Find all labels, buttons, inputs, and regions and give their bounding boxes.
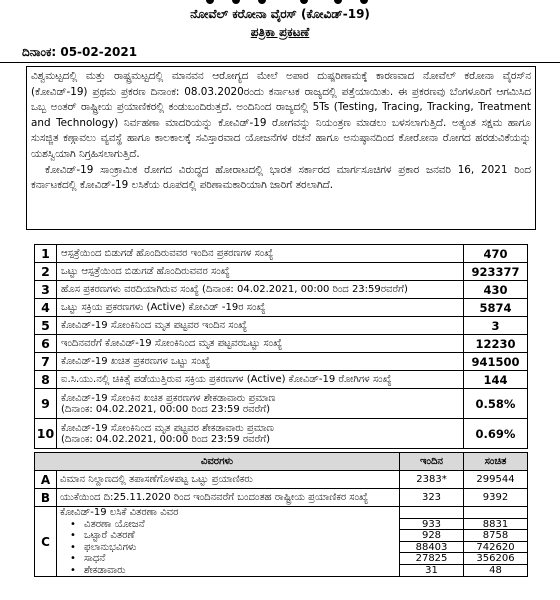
row-number: 2: [35, 263, 57, 281]
details-row-b: [35, 489, 528, 507]
cumulative-value: 48: [489, 564, 502, 576]
today-value: 323: [400, 489, 464, 507]
row-number: 1: [35, 245, 57, 263]
row-description: ಕೋವಿಡ್-19 ಸೋಂಕಿನಿಂದ ಮೃತ ಪಟ್ಟವರ ಇಂದಿನ ಸಂಖ್ಯೆ: [57, 317, 464, 335]
details-row-a: [35, 471, 528, 489]
today-value: 933: [400, 519, 463, 531]
today-value: 928: [400, 530, 463, 542]
row-value: 5874: [464, 299, 528, 317]
details-header-row: [35, 453, 528, 471]
page-header: [0, 6, 560, 40]
vaccination-items-list: [60, 519, 396, 577]
vaccination-details: [57, 507, 400, 577]
stats-row-9: [35, 389, 528, 419]
list-item: • ಶೇಕಡಾವಾರು: [60, 565, 396, 577]
department-title: ನೋವೆಲ್ ಕರೋನಾ ವೈರಸ್ (ಕೋವಿಡ್-19): [190, 7, 370, 21]
row-description-date-range: (ದಿನಾಂಕ: 04.02.2021, 00:00 ರಿಂದ 23:59 ರವರೆಗೆ): [61, 433, 270, 445]
row-description: ಕೋವಿಡ್-19 ಖಚಿತ ಪ್ರಕರಣಗಳ ಒಟ್ಟು ಸಂಖ್ಯೆ: [57, 353, 464, 371]
row-value: 12230: [464, 335, 528, 353]
intro-paragraph-1: ವಿಶ್ವಮಟ್ಟದಲ್ಲಿ ಮತ್ತು ರಾಷ್ಟ್ರಮಟ್ಟದಲ್ಲಿ ಮಾನವನ ಆರೋಗ್ಯದ ಮೇಲೆ ಅಪಾರ ದುಷ್ಪರಿಣಾಮಕ್ಕೆ ಕಾರಣವಾದ ನೋವೆಲ್ ಕರೋನಾ ವೈರಸ್‌ನ (ಕೋವಿಡ್-19) ಪ್ರಥಮ ಪ್ರಕರಣ ದಿನಾಂಕ: 08.03.2020ರಂದು ಕರ್ನಾಟಕ ರಾಜ್ಯದಲ್ಲಿ ಪತ್ತೆಯಾಯಿತು. ಈ ಪ್ರಕರಣವು ಬೆಂಗಳೂರಿಗೆ ಆಗಮಿಸಿದ ಒಬ್ಬ ಅಂತರ್ ರಾಷ್ಟ್ರೀಯ ಪ್ರಯಾಣಿಕರಲ್ಲಿ ಕಂಡುಬಂದಿರುತ್ತದೆ. ಅಂದಿನಿಂದ ರಾಜ್ಯದಲ್ಲಿ 5Ts (Testing, Tracing, Tracking, Treatment and Technology) ನಿರ್ವಹಣಾ ಮಾದರಿಯನ್ನು ಕೋವಿಡ್-19 ರೋಗವನ್ನು ನಿಯಂತ್ರಣ ಮಾಡಲು ಬಳಸಲಾಗುತ್ತಿದೆ. ಅತ್ಯಂತ ಸಕ್ಷಮ ಹಾಗೂ ಸುಸಜ್ಜಿತ ಕಣ್ಗಾವಲು ವ್ಯವಸ್ಥೆ ಹಾಗೂ ಕಾಲಕಾಲಕ್ಕೆ ಸವಿಸ್ತಾರವಾದ ಯೋಜನೆಗಳ ರಚನೆ ಹಾಗೂ ಅನುಷ್ಠಾನದಿಂದ ಕೋರೋನಾ ರೋಗದ ಹರಡುವಿಕೆಯನ್ನು ಯಶಸ್ವಿಯಾಗಿ ನಿಗ್ರಹಿಸಲಾಗುತ್ತಿದೆ.: [31, 70, 531, 160]
cumulative-value: 356206: [464, 553, 527, 565]
stats-row-1: [35, 245, 528, 263]
row-value: 0.69%: [464, 419, 528, 449]
row-description: ವಿಮಾನ ನಿಲ್ದಾಣದಲ್ಲಿ ತಪಾಸಣೆಗೊಳಪಟ್ಟ ಒಟ್ಟು ಪ್ರಯಾಣಿಕರು: [57, 471, 400, 489]
stats-row-3: [35, 281, 528, 299]
row-value: 430: [464, 281, 528, 299]
intro-paragraph-2: ಕೋವಿಡ್-19 ಸಾಂಕ್ರಾಮಿಕ ರೋಗದ ವಿರುದ್ಧದ ಹೋರಾಟದಲ್ಲಿ ಭಾರತ ಸರ್ಕಾರದ ಮಾರ್ಗಸೂಚಿಗಳ ಪ್ರಕಾರ ಜನವರಿ 16, 2021 ರಿಂದ ಕರ್ನಾಟಕದಲ್ಲಿ ಕೋವಿಡ್-19 ಲಸಿಕೆಯ ರೂಪದಲ್ಲಿ ಪರಿಣಾಮಕಾರಿಯಾಗಿ ಜಾರಿಗೆ ತರಲಾಗಿದೆ.: [31, 163, 531, 192]
cumulative-value: 9392: [464, 489, 528, 507]
row-description-main: ಕೋವಿಡ್-19 ಸೋಂಕಿನಿಂದ ಮೃತ ಪಟ್ಟವರ ಶೇಕಡಾವಾರು ಪ್ರಮಾಣ: [61, 422, 274, 434]
list-item: • ಒಟ್ಟಾರೆ ವಿತರಣೆ: [60, 530, 396, 542]
header-divider: [0, 62, 560, 63]
release-date: ದಿನಾಂಕ: 05-02-2021: [22, 45, 138, 59]
row-value: 941500: [464, 353, 528, 371]
row-description: ಆಸ್ಪತ್ರೆಯಿಂದ ಬಿಡುಗಡೆ ಹೊಂದಿರುವವರ ಇಂದಿನ ಪ್ರಕರಣಗಳ ಸಂಖ್ಯೆ: [57, 245, 464, 263]
row-number: 9: [35, 389, 57, 419]
today-value: 2383*: [400, 471, 464, 489]
list-item: • ಸಾಧನೆ: [60, 553, 396, 565]
intro-box: [26, 66, 536, 230]
row-description: [57, 389, 464, 419]
row-value: 923377: [464, 263, 528, 281]
row-value: 144: [464, 371, 528, 389]
row-number: 8: [35, 371, 57, 389]
row-description-main: ಕೋವಿಡ್-19 ಸೋಂಕಿನ ಖಚಿತ ಪ್ರಕರಣಗಳ ಶೇಕಡಾವಾರು ಪ್ರಮಾಣ: [61, 392, 276, 404]
row-letter: B: [35, 489, 57, 507]
row-value: 470: [464, 245, 528, 263]
cumulative-value: 8831: [464, 519, 527, 531]
cumulative-value: 299544: [464, 471, 528, 489]
stats-row-2: [35, 263, 528, 281]
row-number: 4: [35, 299, 57, 317]
stats-row-5: [35, 317, 528, 335]
row-description: ಇಂದಿನವರೆಗೆ ಕೋವಿಡ್-19 ಸೋಂಕಿನಿಂದ ಮೃತ ಪಟ್ಟವರಒಟ್ಟು ಸಂಖ್ಯೆ: [57, 335, 464, 353]
row-description: [57, 419, 464, 449]
list-item: • ವಿತರಣಾ ಯೋಜನೆ: [60, 519, 396, 531]
row-number: 5: [35, 317, 57, 335]
row-number: 10: [35, 419, 57, 449]
cumulative-values: [464, 507, 528, 577]
today-header: ಇಂದಿನ: [400, 453, 464, 471]
row-number: 7: [35, 353, 57, 371]
row-description: ಐ.ಸಿ.ಯು.ನಲ್ಲಿ ಚಿಕಿತ್ಸೆ ಪಡೆಯುತ್ತಿರುವ ಸಕ್ರಿಯ ಪ್ರಕರಣಗಳ (Active) ಕೋವಿಡ್-19 ರೋಗಿಗಳ ಸಂಖ್ಯೆ: [57, 371, 464, 389]
details-row-c: [35, 507, 528, 577]
row-value: 0.58%: [464, 389, 528, 419]
stats-row-10: [35, 419, 528, 449]
row-letter: A: [35, 471, 57, 489]
row-number: 3: [35, 281, 57, 299]
vaccination-title: ಕೋವಿಡ್-19 ಲಸಿಕೆ ವಿತರಣಾ ವಿವರ: [60, 507, 179, 518]
row-description: ಯುಕೆಯಿಂದ ದಿ:25.11.2020 ರಿಂದ ಇಂದಿನವರೆಗೆ ಬಂದಂತಹ ರಾಷ್ಟ್ರೀಯ ಪ್ರಯಾಣಿಕರ ಸಂಖ್ಯೆ: [57, 489, 400, 507]
row-number: 6: [35, 335, 57, 353]
cumulative-header: ಸಂಚಿತ: [464, 453, 528, 471]
details-table: [34, 452, 528, 577]
row-value: 3: [464, 317, 528, 335]
details-header: ವಿವರಗಳು: [35, 453, 400, 471]
row-description: ಒಟ್ಟು ಸಕ್ರಿಯ ಪ್ರಕರಣಗಳು (Active) ಕೋವಿಡ್ -19ರ ಸಂಖ್ಯೆ: [57, 299, 464, 317]
row-letter: C: [35, 507, 57, 577]
today-value: 31: [425, 564, 438, 576]
stats-row-4: [35, 299, 528, 317]
row-description: ಹೊಸ ಪ್ರಕರಣಗಳು ವರದಿಯಾಗಿರುವ ಸಂಖ್ಯೆ (ದಿನಾಂಕ: 04.02.2021, 00:00 ರಿಂದ 23:59ರವರೆಗೆ): [57, 281, 464, 299]
today-values: [400, 507, 464, 577]
today-value: 88403: [400, 542, 463, 554]
today-value: 27825: [400, 553, 463, 565]
row-description: ಒಟ್ಟು ಆಸ್ಪತ್ರೆಯಿಂದ ಬಿಡುಗಡೆ ಹೊಂದಿರುವವರ ಸಂಖ್ಯೆ: [57, 263, 464, 281]
cumulative-value: 8758: [464, 530, 527, 542]
stats-row-8: [35, 371, 528, 389]
stats-table: [34, 244, 528, 449]
row-description-date-range: (ದಿನಾಂಕ: 04.02.2021, 00:00 ರಿಂದ 23:59 ರವರೆಗೆ): [61, 403, 270, 415]
cumulative-value: 742620: [464, 542, 527, 554]
list-item: • ಫಲಾನುಭವಿಗಳು: [60, 542, 396, 554]
stats-row-7: [35, 353, 528, 371]
press-release-title: ಪತ್ರಿಕಾ ಪ್ರಕಟಣೆ: [250, 25, 310, 39]
stats-row-6: [35, 335, 528, 353]
